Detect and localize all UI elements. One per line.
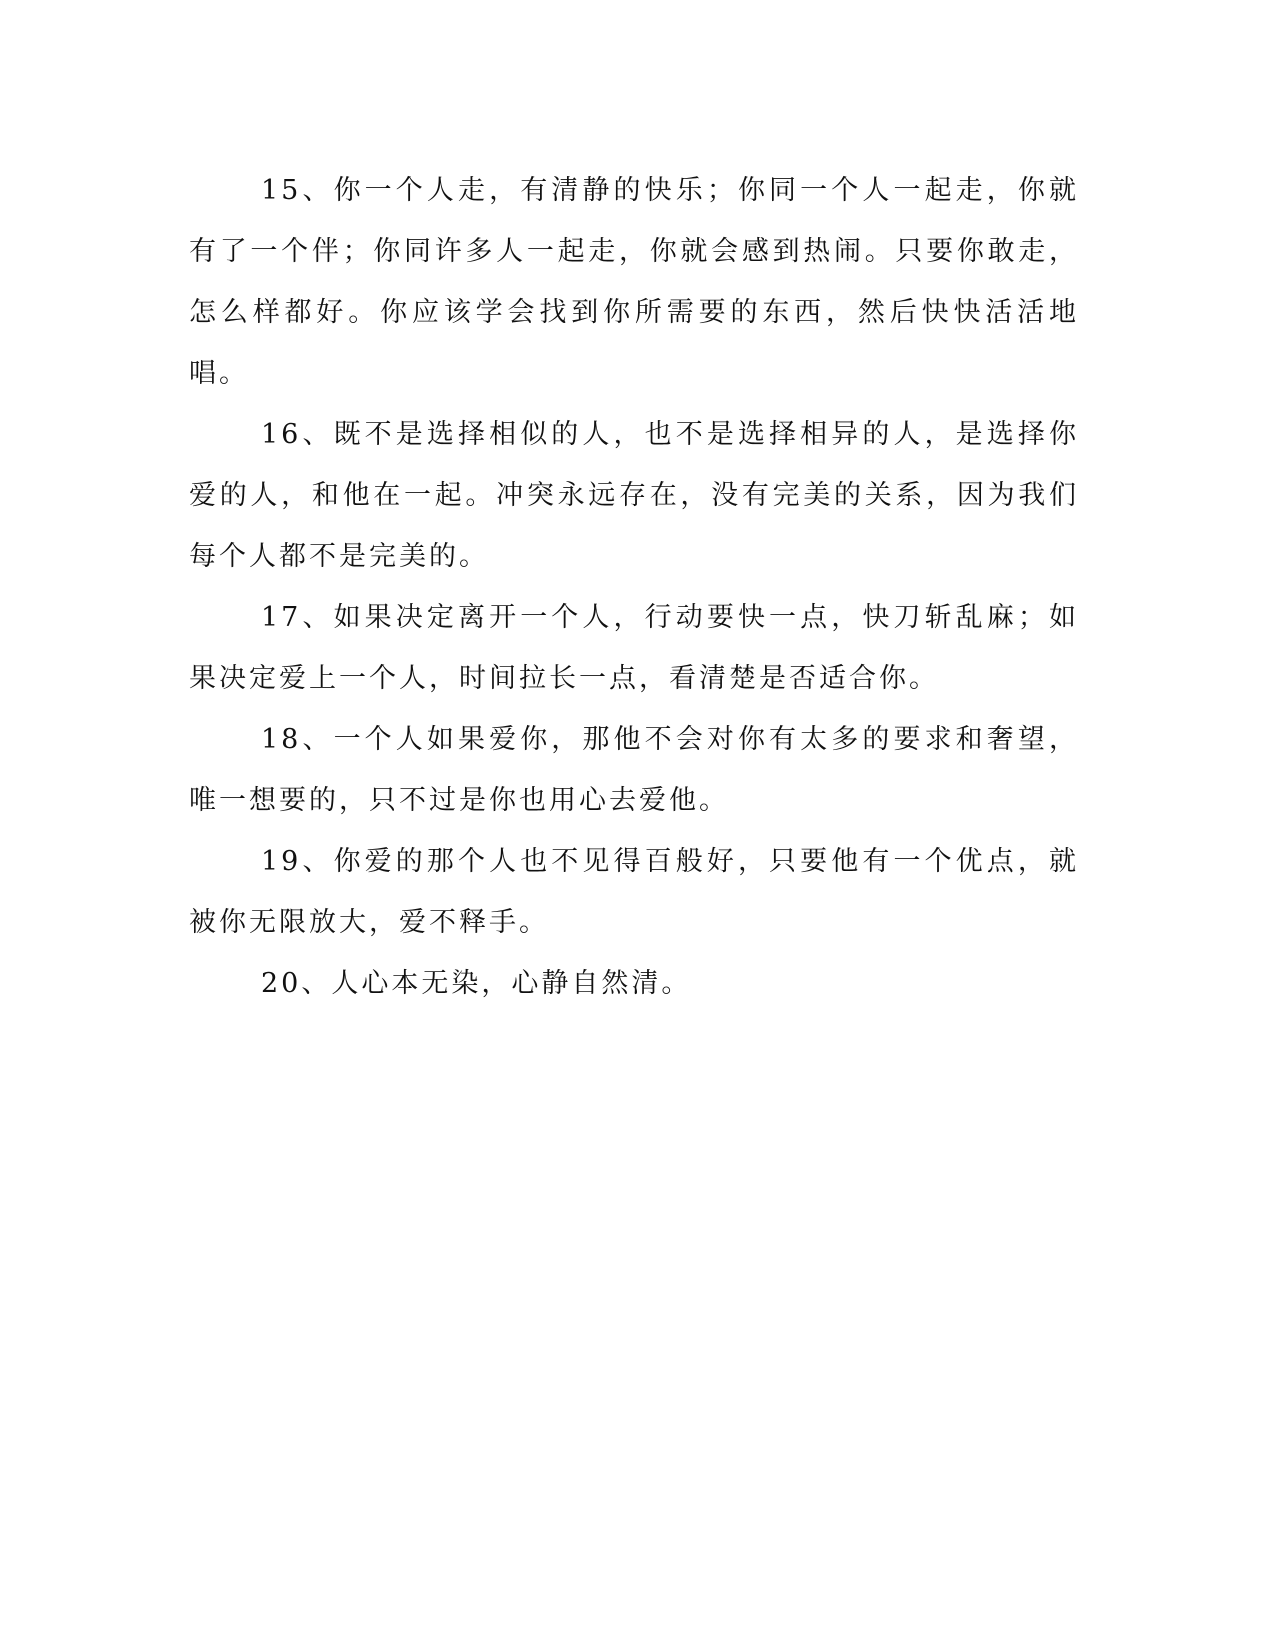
paragraph-15: 15、你一个人走，有清静的快乐；你同一个人一起走，你就有了一个伴；你同许多人一起走，你就会感到热闹。只要你敢走，怎么样都好。你应该学会找到你所需要的东西，然后快快活活地唱。 [189, 175, 1079, 389]
paragraph-17: 17、如果决定离开一个人，行动要快一点，快刀斩乱麻；如果决定爱上一个人，时间拉长一点，看清楚是否适合你。 [189, 602, 1079, 694]
paragraph-20: 20、人心本无染，心静自然清。 [261, 968, 692, 999]
paragraph-18: 18、一个人如果爱你，那他不会对你有太多的要求和奢望，唯一想要的，只不过是你也用心去爱他。 [189, 724, 1079, 816]
document-body [189, 160, 1079, 1014]
paragraph-16: 16、既不是选择相似的人，也不是选择相异的人，是选择你爱的人，和他在一起。冲突永远存在，没有完美的关系，因为我们每个人都不是完美的。 [189, 419, 1079, 572]
paragraph-19: 19、你爱的那个人也不见得百般好，只要他有一个优点，就被你无限放大，爱不释手。 [189, 846, 1079, 938]
